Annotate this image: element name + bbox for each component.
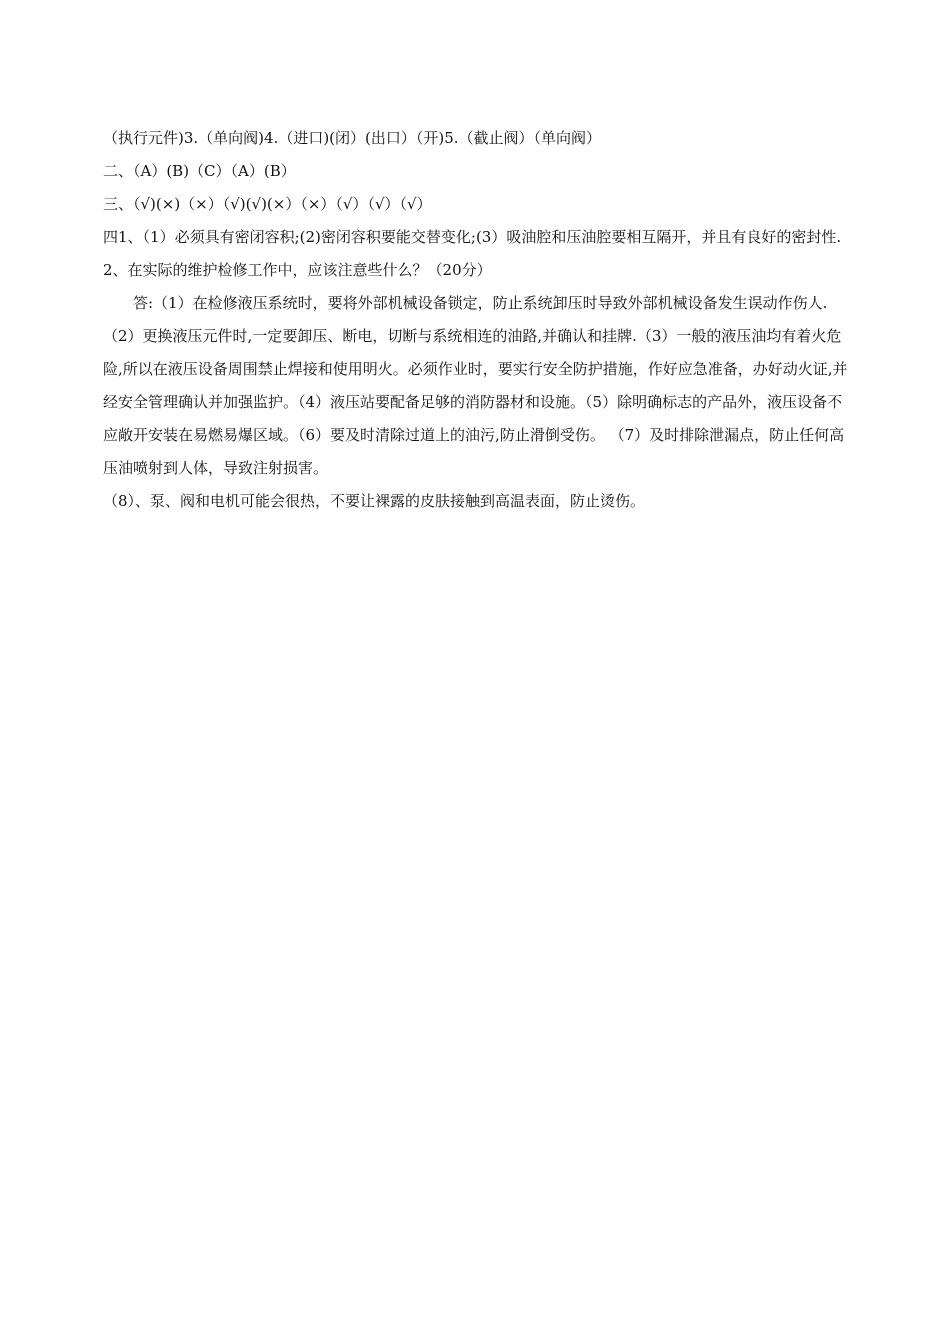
answer-2-item-8: （8）、泵、阀和电机可能会很热，不要让裸露的皮肤接触到高温表面，防止烫伤。 [103, 492, 646, 510]
answer-line-fill-blanks: （执行元件)3.（单向阀)4.（进口)(闭）(出口）（开)5.（截止阀）（单向阀） [103, 129, 602, 147]
document-content [103, 122, 849, 518]
question-2: 2、在实际的维护检修工作中，应该注意些什么？（20分） [103, 261, 492, 279]
section-2-answers: 二、（A）(B)（C）（A）(B） [103, 162, 296, 180]
answer-2-paragraph: 答:（1）在检修液压系统时，要将外部机械设备锁定，防止系统卸压时导致外部机械设备发生误动作伤人.（2）更换液压元件时,一定要卸压、断电，切断与系统相连的油路,并确认和挂牌.（3）一般的液压油均有着火危险,所以在液压设备周围禁止焊接和使用明火。必须作业时，要实行安全防护措施，作好应急准备，办好动火证,并经安全管理确认并加强监护。（4）液压站要配备足够的消防器材和设施。（5）除明确标志的产品外，液压设备不应敞开安装在易燃易爆区域。（6）要及时清除过道上的油污,防止滑倒受伤。 （7）及时排除泄漏点，防止任何高压油喷射到人体，导致注射损害。 [103, 294, 848, 477]
section-3-answers: 三、（√)(×)（×）（√)(√)(×）（×）（√）（√）（√） [103, 195, 432, 213]
section-4-item-1: 四1、（1）必须具有密闭容积;(2)密闭容积要能交替变化;(3）吸油腔和压油腔要相互隔开，并且有良好的密封性. [103, 228, 842, 246]
